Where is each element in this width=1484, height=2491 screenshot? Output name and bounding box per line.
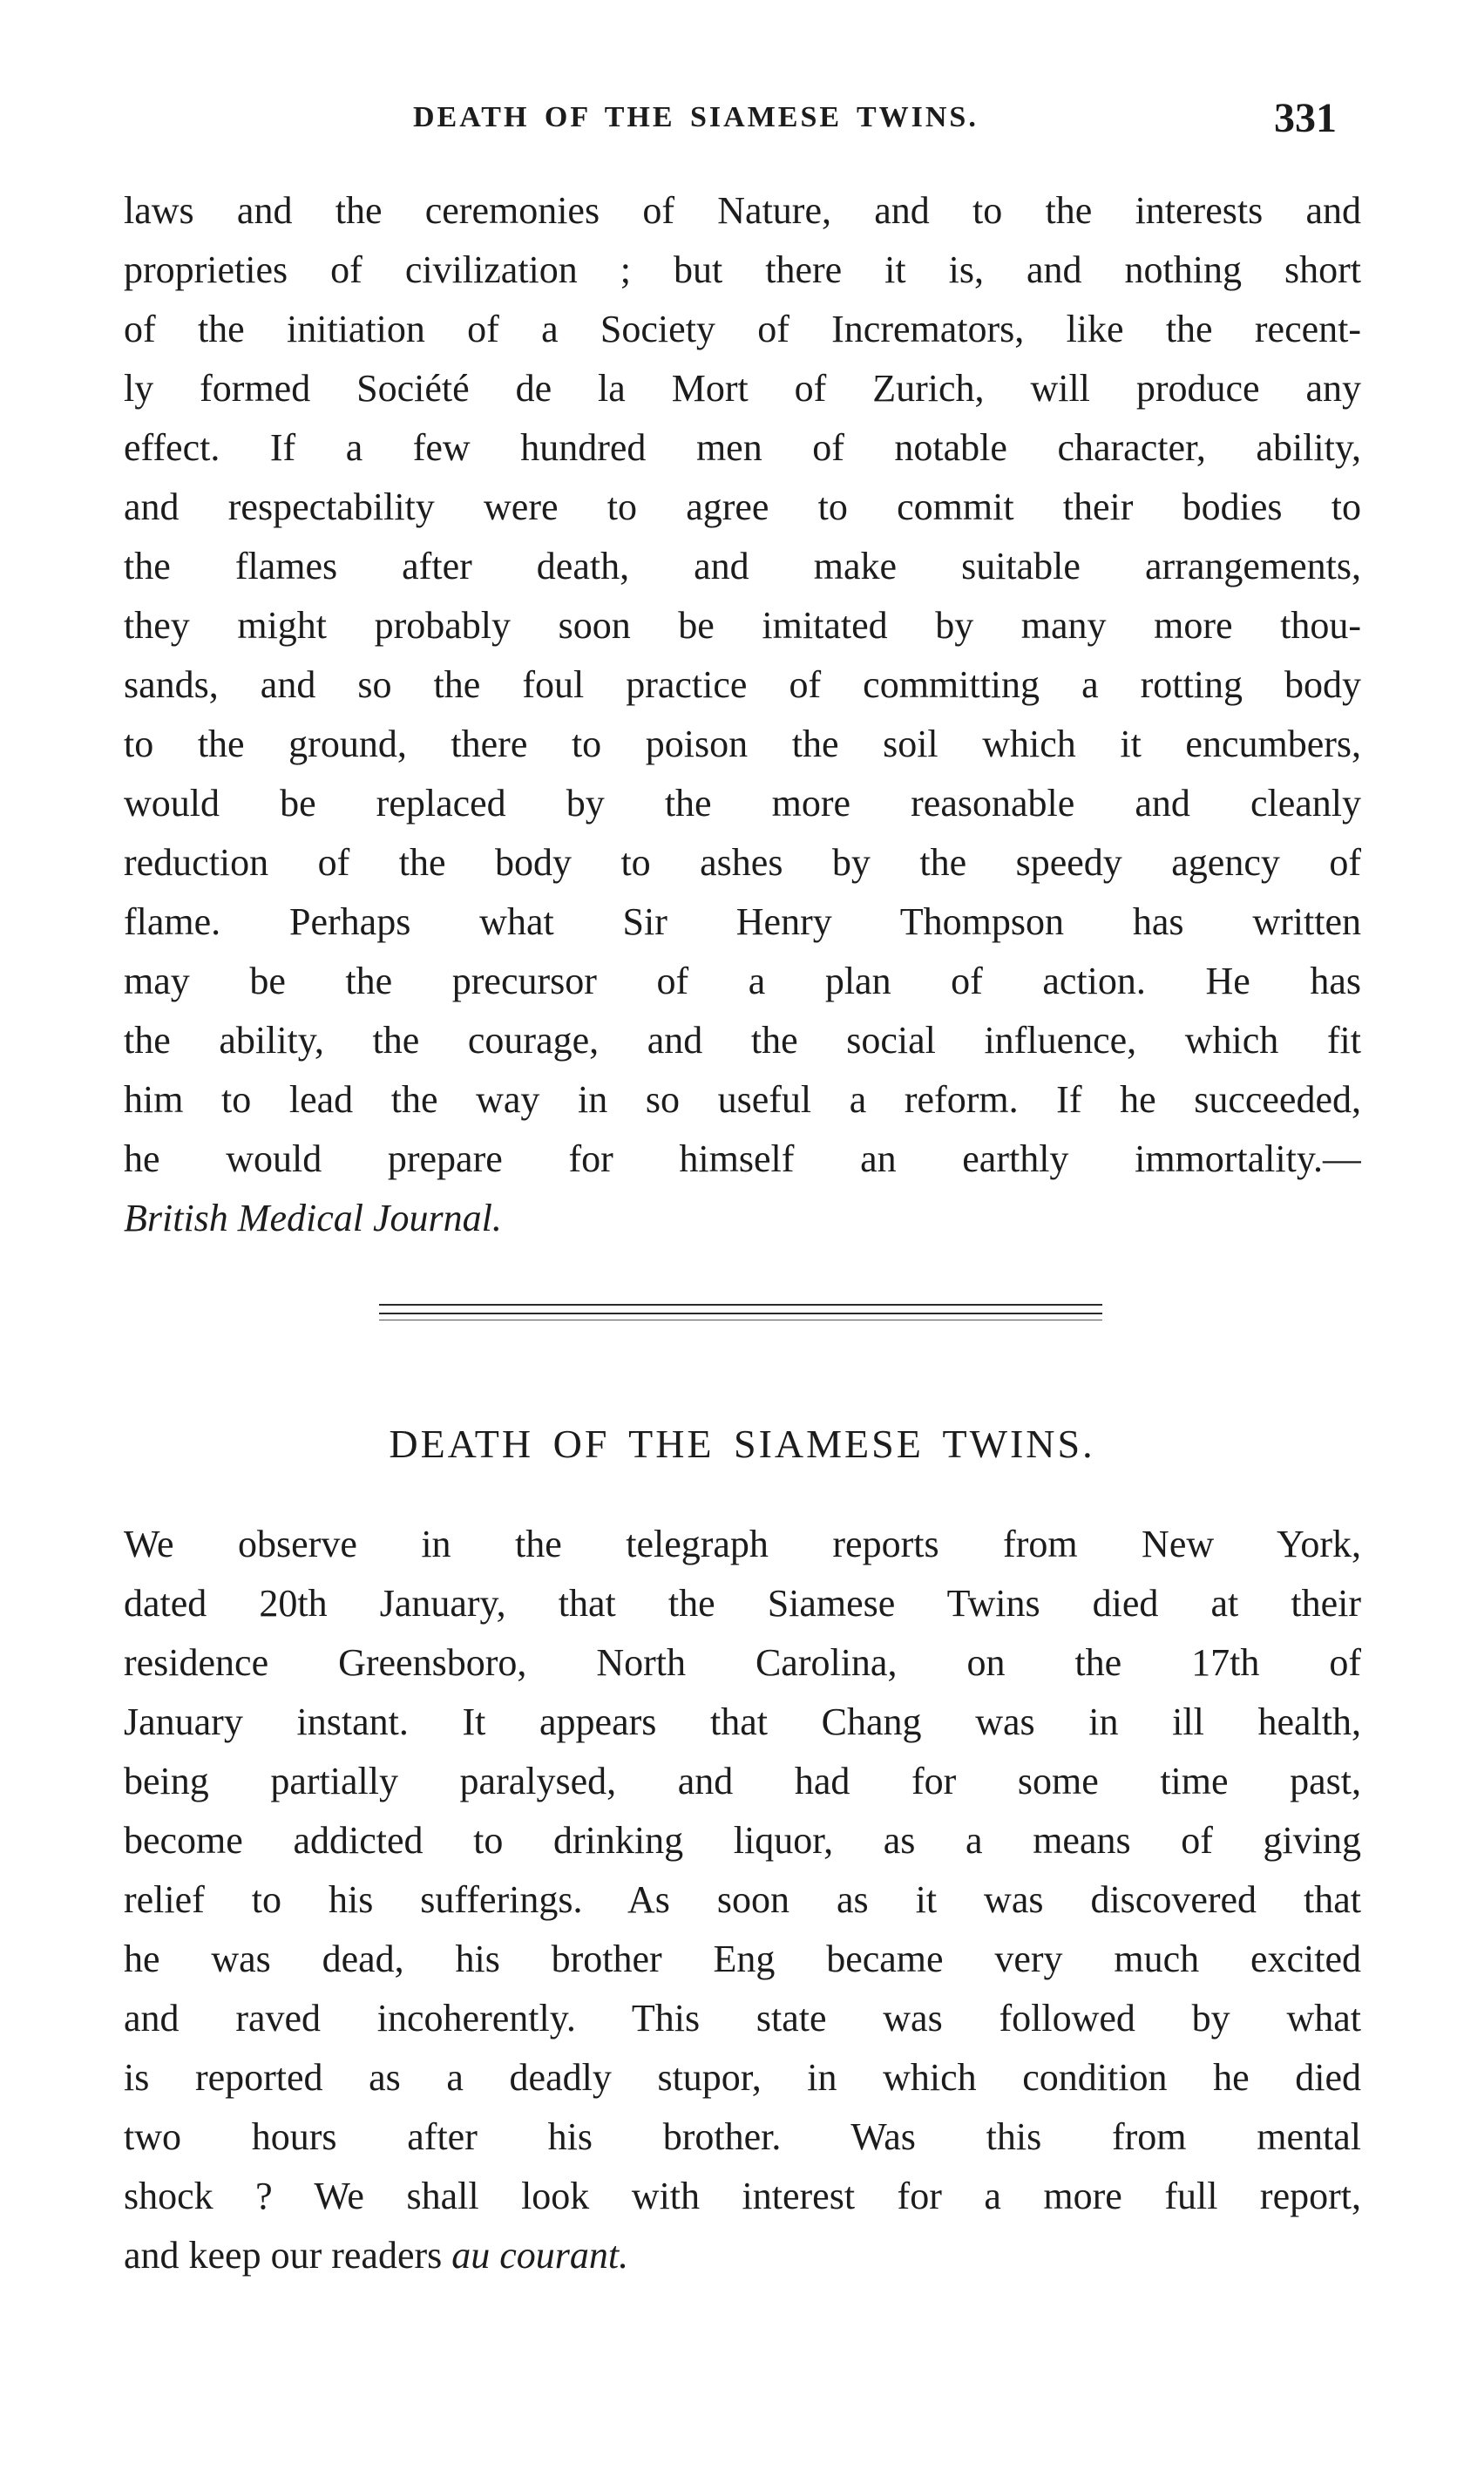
text-line: proprieties of civilization ; but there it is, and nothing short (124, 248, 1361, 291)
text-line: he would prepare for himself an earthly immortality.— (124, 1137, 1361, 1180)
text-line: is reported as a deadly stupor, in which condition he died (124, 2056, 1361, 2099)
text-line: laws and the ceremonies of Nature, and to the interests and (124, 189, 1361, 232)
text-line: and respectability were to agree to commit their bodies to (124, 485, 1361, 528)
text-line: January instant. It appears that Chang was in ill health, (124, 1700, 1361, 1743)
text-line: two hours after his brother. Was this from mental (124, 2115, 1361, 2158)
text-line: ly formed Société de la Mort of Zurich, will produce any (124, 367, 1361, 410)
section-divider-rule (379, 1304, 1102, 1306)
section-heading: DEATH OF THE SIAMESE TWINS. (389, 1422, 1095, 1466)
text-line: effect. If a few hundred men of notable character, ability, (124, 426, 1361, 469)
text-line: shock ? We shall look with interest for a more full report, (124, 2175, 1361, 2217)
text-line: dated 20th January, that the Siamese Twins died at their (124, 1582, 1361, 1625)
article-body-siamese-twins (124, 1515, 1361, 2285)
text-line: sands, and so the foul practice of committing a rotting body (124, 663, 1361, 706)
text-line: relief to his sufferings. As soon as it was discovered that (124, 1878, 1361, 1921)
text-line: reduction of the body to ashes by the speedy agency of (124, 841, 1361, 884)
text-line: the ability, the courage, and the social influence, which fit (124, 1019, 1361, 1062)
text-line: the flames after death, and make suitable arrangements, (124, 545, 1361, 587)
citation: British Medical Journal. (124, 1197, 502, 1239)
section-divider-rule (379, 1313, 1102, 1314)
text-line: he was dead, his brother Eng became very much excited (124, 1938, 1361, 1980)
text-line: being partially paralysed, and had for some time past, (124, 1760, 1361, 1802)
article-body-cremation (124, 181, 1361, 1248)
italic-phrase: au courant. (451, 2234, 629, 2277)
page-number: 331 (1274, 95, 1337, 141)
text-line: residence Greensboro, North Carolina, on the 17th of (124, 1641, 1361, 1684)
text-line: flame. Perhaps what Sir Henry Thompson has written (124, 900, 1361, 943)
text-line: of the initiation of a Society of Incremators, like the recent- (124, 308, 1361, 350)
text-line: to the ground, there to poison the soil which it encumbers, (124, 723, 1361, 765)
text-line-final-roman: and keep our readers (124, 2234, 452, 2277)
text-line-final (124, 2226, 1361, 2285)
text-line: We observe in the telegraph reports from New York, (124, 1523, 1361, 1565)
text-line: him to lead the way in so useful a reform. If he succeeded, (124, 1078, 1361, 1121)
running-head (0, 94, 1484, 146)
text-line: and raved incoherently. This state was followed by what (124, 1997, 1361, 2040)
text-line: would be replaced by the more reasonable and cleanly (124, 782, 1361, 825)
running-title: DEATH OF THE SIAMESE TWINS. (413, 101, 979, 133)
text-line: they might probably soon be imitated by many more thou- (124, 604, 1361, 647)
text-line: may be the precursor of a plan of action. He has (124, 960, 1361, 1002)
text-line: become addicted to drinking liquor, as a means of giving (124, 1819, 1361, 1862)
